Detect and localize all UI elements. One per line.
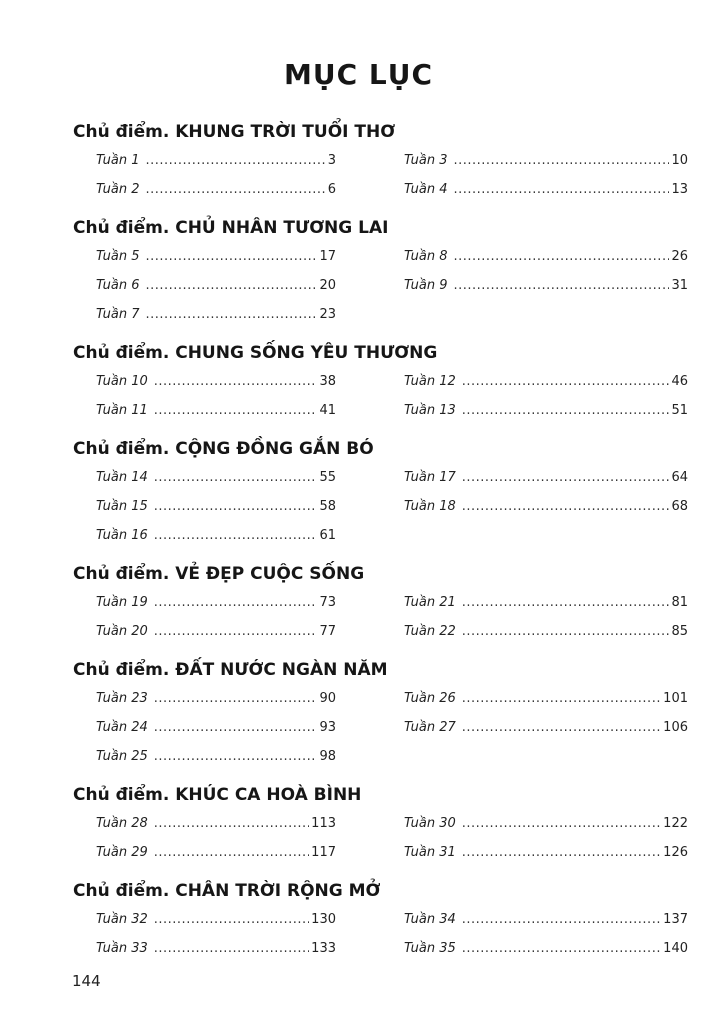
dot-leader	[462, 492, 670, 521]
toc-entry[interactable]	[404, 492, 688, 521]
section-heading: Chủ điểm. CỘNG ĐỒNG GẮN BÓ	[73, 439, 374, 459]
entry-label: Tuần 16	[96, 528, 148, 543]
dot-leader	[154, 809, 309, 838]
left-column	[96, 367, 336, 425]
entry-label: Tuần 4	[404, 182, 448, 197]
dot-leader	[154, 934, 309, 963]
toc-entry[interactable]	[96, 463, 336, 492]
toc-entry[interactable]	[96, 271, 336, 300]
entry-page-number: 85	[671, 624, 688, 639]
toc-entry[interactable]	[404, 934, 688, 963]
left-column	[96, 588, 336, 646]
left-column	[96, 809, 336, 867]
table-of-contents	[0, 118, 717, 973]
left-column	[96, 905, 336, 963]
entry-label: Tuần 29	[96, 845, 148, 860]
page-title: MỤC LỤC	[283, 58, 434, 91]
entry-page-number: 93	[319, 720, 336, 735]
entry-label: Tuần 35	[404, 941, 456, 956]
dot-leader	[154, 492, 318, 521]
dot-leader	[453, 242, 669, 271]
toc-entry[interactable]	[404, 588, 688, 617]
toc-entry[interactable]	[96, 146, 336, 175]
left-column	[96, 146, 336, 204]
section-entries	[0, 146, 717, 204]
entry-page-number: 126	[663, 845, 688, 860]
toc-entry[interactable]	[96, 492, 336, 521]
right-column	[404, 463, 688, 521]
dot-leader	[154, 905, 309, 934]
toc-entry[interactable]	[404, 809, 688, 838]
toc-entry[interactable]	[96, 838, 336, 867]
toc-entry[interactable]	[96, 684, 336, 713]
entry-page-number: 26	[671, 249, 688, 264]
entry-label: Tuần 11	[96, 403, 148, 418]
entry-label: Tuần 23	[96, 691, 148, 706]
section-heading: Chủ điểm. VẺ ĐẸP CUỘC SỐNG	[73, 564, 365, 584]
entry-page-number: 3	[327, 153, 336, 168]
right-column	[404, 367, 688, 425]
entry-page-number: 64	[671, 470, 688, 485]
toc-entry[interactable]	[404, 838, 688, 867]
entry-page-number: 13	[671, 182, 688, 197]
entry-label: Tuần 17	[404, 470, 456, 485]
section-heading: Chủ điểm. CHỦ NHÂN TƯƠNG LAI	[73, 218, 389, 238]
dot-leader	[145, 300, 317, 329]
section-heading: Chủ điểm. ĐẤT NƯỚC NGÀN NĂM	[73, 660, 388, 680]
entry-label: Tuần 27	[404, 720, 456, 735]
entry-page-number: 137	[663, 912, 688, 927]
entry-page-number: 117	[311, 845, 336, 860]
dot-leader	[462, 367, 670, 396]
entry-label: Tuần 1	[96, 153, 140, 168]
dot-leader	[154, 588, 318, 617]
right-column	[404, 809, 688, 867]
toc-section	[0, 781, 717, 867]
entry-label: Tuần 6	[96, 278, 140, 293]
section-heading: Chủ điểm. KHÚC CA HOÀ BÌNH	[73, 785, 362, 805]
toc-entry[interactable]	[96, 175, 336, 204]
dot-leader	[462, 809, 661, 838]
left-column	[96, 242, 336, 329]
toc-entry[interactable]	[404, 617, 688, 646]
entry-page-number: 140	[663, 941, 688, 956]
dot-leader	[145, 242, 317, 271]
right-column	[404, 684, 688, 742]
entry-page-number: 58	[319, 499, 336, 514]
dot-leader	[462, 838, 661, 867]
dot-leader	[453, 271, 669, 300]
entry-label: Tuần 7	[96, 307, 140, 322]
toc-entry[interactable]	[96, 617, 336, 646]
dot-leader	[154, 617, 318, 646]
entry-label: Tuần 32	[96, 912, 148, 927]
toc-entry[interactable]	[96, 742, 336, 771]
toc-entry[interactable]	[404, 463, 688, 492]
toc-section	[0, 214, 717, 329]
left-column	[96, 463, 336, 550]
dot-leader	[145, 146, 325, 175]
section-entries	[0, 242, 717, 329]
entry-page-number: 20	[319, 278, 336, 293]
dot-leader	[154, 713, 318, 742]
entry-page-number: 98	[319, 749, 336, 764]
toc-section	[0, 877, 717, 963]
dot-leader	[145, 271, 317, 300]
toc-entry[interactable]	[404, 146, 688, 175]
dot-leader	[462, 617, 670, 646]
dot-leader	[462, 684, 661, 713]
entry-page-number: 51	[671, 403, 688, 418]
toc-entry[interactable]	[404, 684, 688, 713]
toc-entry[interactable]	[404, 396, 688, 425]
entry-label: Tuần 30	[404, 816, 456, 831]
toc-entry[interactable]	[96, 588, 336, 617]
left-column	[96, 684, 336, 771]
entry-page-number: 73	[319, 595, 336, 610]
dot-leader	[462, 713, 661, 742]
dot-leader	[154, 838, 309, 867]
dot-leader	[154, 684, 318, 713]
dot-leader	[154, 521, 318, 550]
toc-section	[0, 339, 717, 425]
dot-leader	[154, 463, 318, 492]
dot-leader	[462, 463, 670, 492]
entry-page-number: 31	[671, 278, 688, 293]
entry-page-number: 38	[319, 374, 336, 389]
entry-label: Tuần 2	[96, 182, 140, 197]
entry-label: Tuần 31	[404, 845, 456, 860]
entry-label: Tuần 33	[96, 941, 148, 956]
entry-label: Tuần 5	[96, 249, 140, 264]
entry-page-number: 6	[327, 182, 336, 197]
entry-label: Tuần 22	[404, 624, 456, 639]
toc-entry[interactable]	[96, 809, 336, 838]
entry-label: Tuần 15	[96, 499, 148, 514]
entry-page-number: 113	[311, 816, 336, 831]
toc-entry[interactable]	[96, 521, 336, 550]
dot-leader	[453, 146, 669, 175]
toc-entry[interactable]	[404, 367, 688, 396]
section-entries	[0, 463, 717, 550]
entry-page-number: 46	[671, 374, 688, 389]
dot-leader	[462, 396, 670, 425]
entry-label: Tuần 19	[96, 595, 148, 610]
entry-page-number: 133	[311, 941, 336, 956]
entry-page-number: 17	[319, 249, 336, 264]
toc-entry[interactable]	[96, 713, 336, 742]
entry-page-number: 122	[663, 816, 688, 831]
entry-label: Tuần 28	[96, 816, 148, 831]
entry-label: Tuần 20	[96, 624, 148, 639]
entry-label: Tuần 34	[404, 912, 456, 927]
section-heading: Chủ điểm. CHÂN TRỜI RỘNG MỞ	[73, 881, 381, 901]
entry-page-number: 106	[663, 720, 688, 735]
toc-section	[0, 118, 717, 204]
toc-entry[interactable]	[96, 396, 336, 425]
entry-page-number: 77	[319, 624, 336, 639]
dot-leader	[154, 396, 318, 425]
section-entries	[0, 367, 717, 425]
toc-entry[interactable]	[96, 300, 336, 329]
right-column	[404, 905, 688, 963]
entry-page-number: 10	[671, 153, 688, 168]
right-column	[404, 146, 688, 204]
toc-entry[interactable]	[96, 367, 336, 396]
toc-entry[interactable]	[404, 242, 688, 271]
section-entries	[0, 684, 717, 771]
entry-label: Tuần 12	[404, 374, 456, 389]
dot-leader	[462, 905, 661, 934]
toc-section	[0, 435, 717, 550]
entry-page-number: 68	[671, 499, 688, 514]
dot-leader	[462, 934, 661, 963]
dot-leader	[154, 367, 318, 396]
dot-leader	[462, 588, 670, 617]
entry-label: Tuần 3	[404, 153, 448, 168]
right-column	[404, 242, 688, 300]
entry-label: Tuần 18	[404, 499, 456, 514]
entry-label: Tuần 25	[96, 749, 148, 764]
toc-entry[interactable]	[404, 905, 688, 934]
entry-page-number: 41	[319, 403, 336, 418]
section-entries	[0, 905, 717, 963]
section-heading: Chủ điểm. CHUNG SỐNG YÊU THƯƠNG	[73, 343, 438, 363]
entry-label: Tuần 24	[96, 720, 148, 735]
entry-label: Tuần 21	[404, 595, 456, 610]
right-column	[404, 588, 688, 646]
entry-label: Tuần 13	[404, 403, 456, 418]
entry-page-number: 130	[311, 912, 336, 927]
section-entries	[0, 588, 717, 646]
entry-label: Tuần 14	[96, 470, 148, 485]
toc-entry[interactable]	[96, 934, 336, 963]
section-heading: Chủ điểm. KHUNG TRỜI TUỔI THƠ	[73, 122, 396, 142]
section-entries	[0, 809, 717, 867]
entry-page-number: 55	[319, 470, 336, 485]
entry-page-number: 61	[319, 528, 336, 543]
toc-entry[interactable]	[96, 242, 336, 271]
page-number: 144	[72, 972, 101, 990]
toc-entry[interactable]	[404, 175, 688, 204]
entry-label: Tuần 8	[404, 249, 448, 264]
entry-page-number: 23	[319, 307, 336, 322]
toc-section	[0, 560, 717, 646]
toc-section	[0, 656, 717, 771]
entry-label: Tuần 26	[404, 691, 456, 706]
entry-page-number: 90	[319, 691, 336, 706]
dot-leader	[145, 175, 325, 204]
entry-label: Tuần 9	[404, 278, 448, 293]
entry-page-number: 81	[671, 595, 688, 610]
dot-leader	[154, 742, 318, 771]
entry-label: Tuần 10	[96, 374, 148, 389]
entry-page-number: 101	[663, 691, 688, 706]
toc-entry[interactable]	[404, 713, 688, 742]
toc-entry[interactable]	[404, 271, 688, 300]
dot-leader	[453, 175, 669, 204]
toc-entry[interactable]	[96, 905, 336, 934]
